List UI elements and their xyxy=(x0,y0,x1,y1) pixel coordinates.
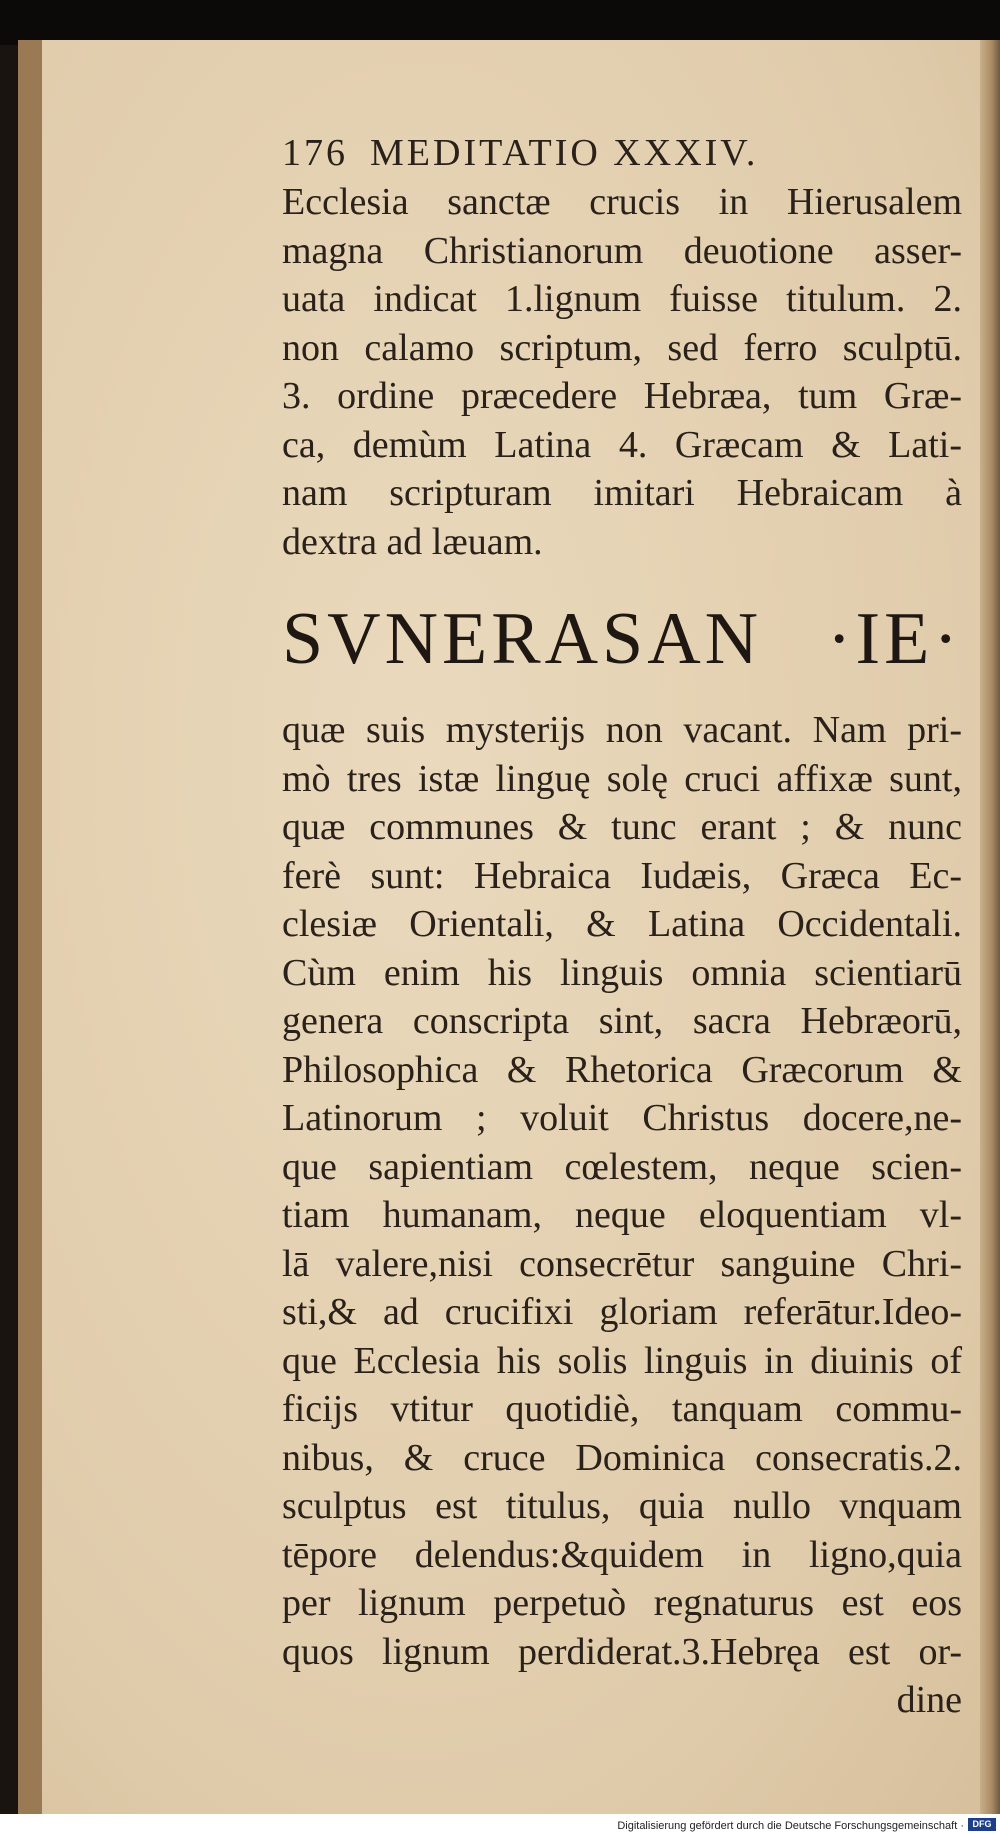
text-line: mò tres istæ linguę solę cruci affixæ sunt, xyxy=(282,757,962,800)
paragraph-1 xyxy=(282,178,962,566)
funding-credit: Digitalisierung gefördert durch die Deutsche Forschungsgemeinschaft · xyxy=(617,1820,964,1832)
text-line: non calamo scriptum, sed ferro sculptū. xyxy=(282,326,962,369)
page-edge xyxy=(980,40,1000,1815)
running-head xyxy=(282,128,962,178)
text-line: clesiæ Orientali, & Latina Occidentali. xyxy=(282,903,962,945)
scan-background xyxy=(0,0,1000,45)
text-line: dextra ad læuam. xyxy=(282,520,543,563)
text-line: nam scripturam imitari Hebraicam à xyxy=(282,472,962,514)
text-line: uata indicat 1.lignum fuisse titulum. 2. xyxy=(282,278,962,320)
text-line: magna Christianorum deuotione asser- xyxy=(282,229,962,272)
text-line: quæ communes & tunc erant ; & nunc xyxy=(282,806,962,848)
text-line: Cùm enim his linguis omnia scientiarū xyxy=(282,951,962,994)
text-line: lā valere,nisi consecrētur sanguine Chri- xyxy=(282,1242,962,1285)
dfg-logo: DFG xyxy=(968,1818,996,1831)
text-line: ferè sunt: Hebraica Iudæis, Græca Ec- xyxy=(282,854,962,897)
page-text xyxy=(282,128,962,1725)
text-line: ca, demùm Latina 4. Græcam & Lati- xyxy=(282,423,962,466)
text-line: sculptus est titulus, quia nullo vnquam xyxy=(282,1485,962,1527)
running-title: MEDITATIO XXXIV. xyxy=(370,132,759,174)
inscription-main: SVNERASAN xyxy=(282,598,763,680)
text-line: quos lignum perdiderat.3.Hebręa est or- xyxy=(282,1630,962,1673)
text-line: Ecclesia sanctæ crucis in Hierusalem xyxy=(282,181,962,223)
text-line: nibus, & cruce Dominica consecratis.2. xyxy=(282,1436,962,1479)
mirrored-inscription xyxy=(282,594,962,684)
text-line: 3. ordine præcedere Hebræa, tum Græ- xyxy=(282,375,962,417)
text-line: tēpore delendus:&quidem in ligno,quia xyxy=(282,1533,962,1576)
text-line: que Ecclesia his solis linguis in diuinis of xyxy=(282,1339,962,1382)
paragraph-2 xyxy=(282,706,962,1725)
page-number: 176 xyxy=(282,132,348,174)
text-line: Latinorum ; voluit Christus docere,ne- xyxy=(282,1097,962,1139)
text-line: que sapientiam cœlestem, neque scien- xyxy=(282,1145,962,1188)
inscription-abbrev: ·IE· xyxy=(826,598,962,680)
text-line: per lignum perpetuò regnaturus est eos xyxy=(282,1582,962,1624)
text-line: quæ suis mysterijs non vacant. Nam pri- xyxy=(282,709,962,751)
text-line: Philosophica & Rhetorica Græcorum & xyxy=(282,1048,962,1091)
text-line: ficijs vtitur quotidiè, tanquam commu- xyxy=(282,1388,962,1430)
digitization-footer xyxy=(0,1814,1000,1834)
text-line: tiam humanam, neque eloquentiam vl- xyxy=(282,1194,962,1236)
text-line: sti,& ad crucifixi gloriam referātur.Ideo- xyxy=(282,1291,962,1333)
text-line: genera conscripta sint, sacra Hebræorū, xyxy=(282,1000,962,1042)
catchword: dine xyxy=(896,1679,962,1721)
